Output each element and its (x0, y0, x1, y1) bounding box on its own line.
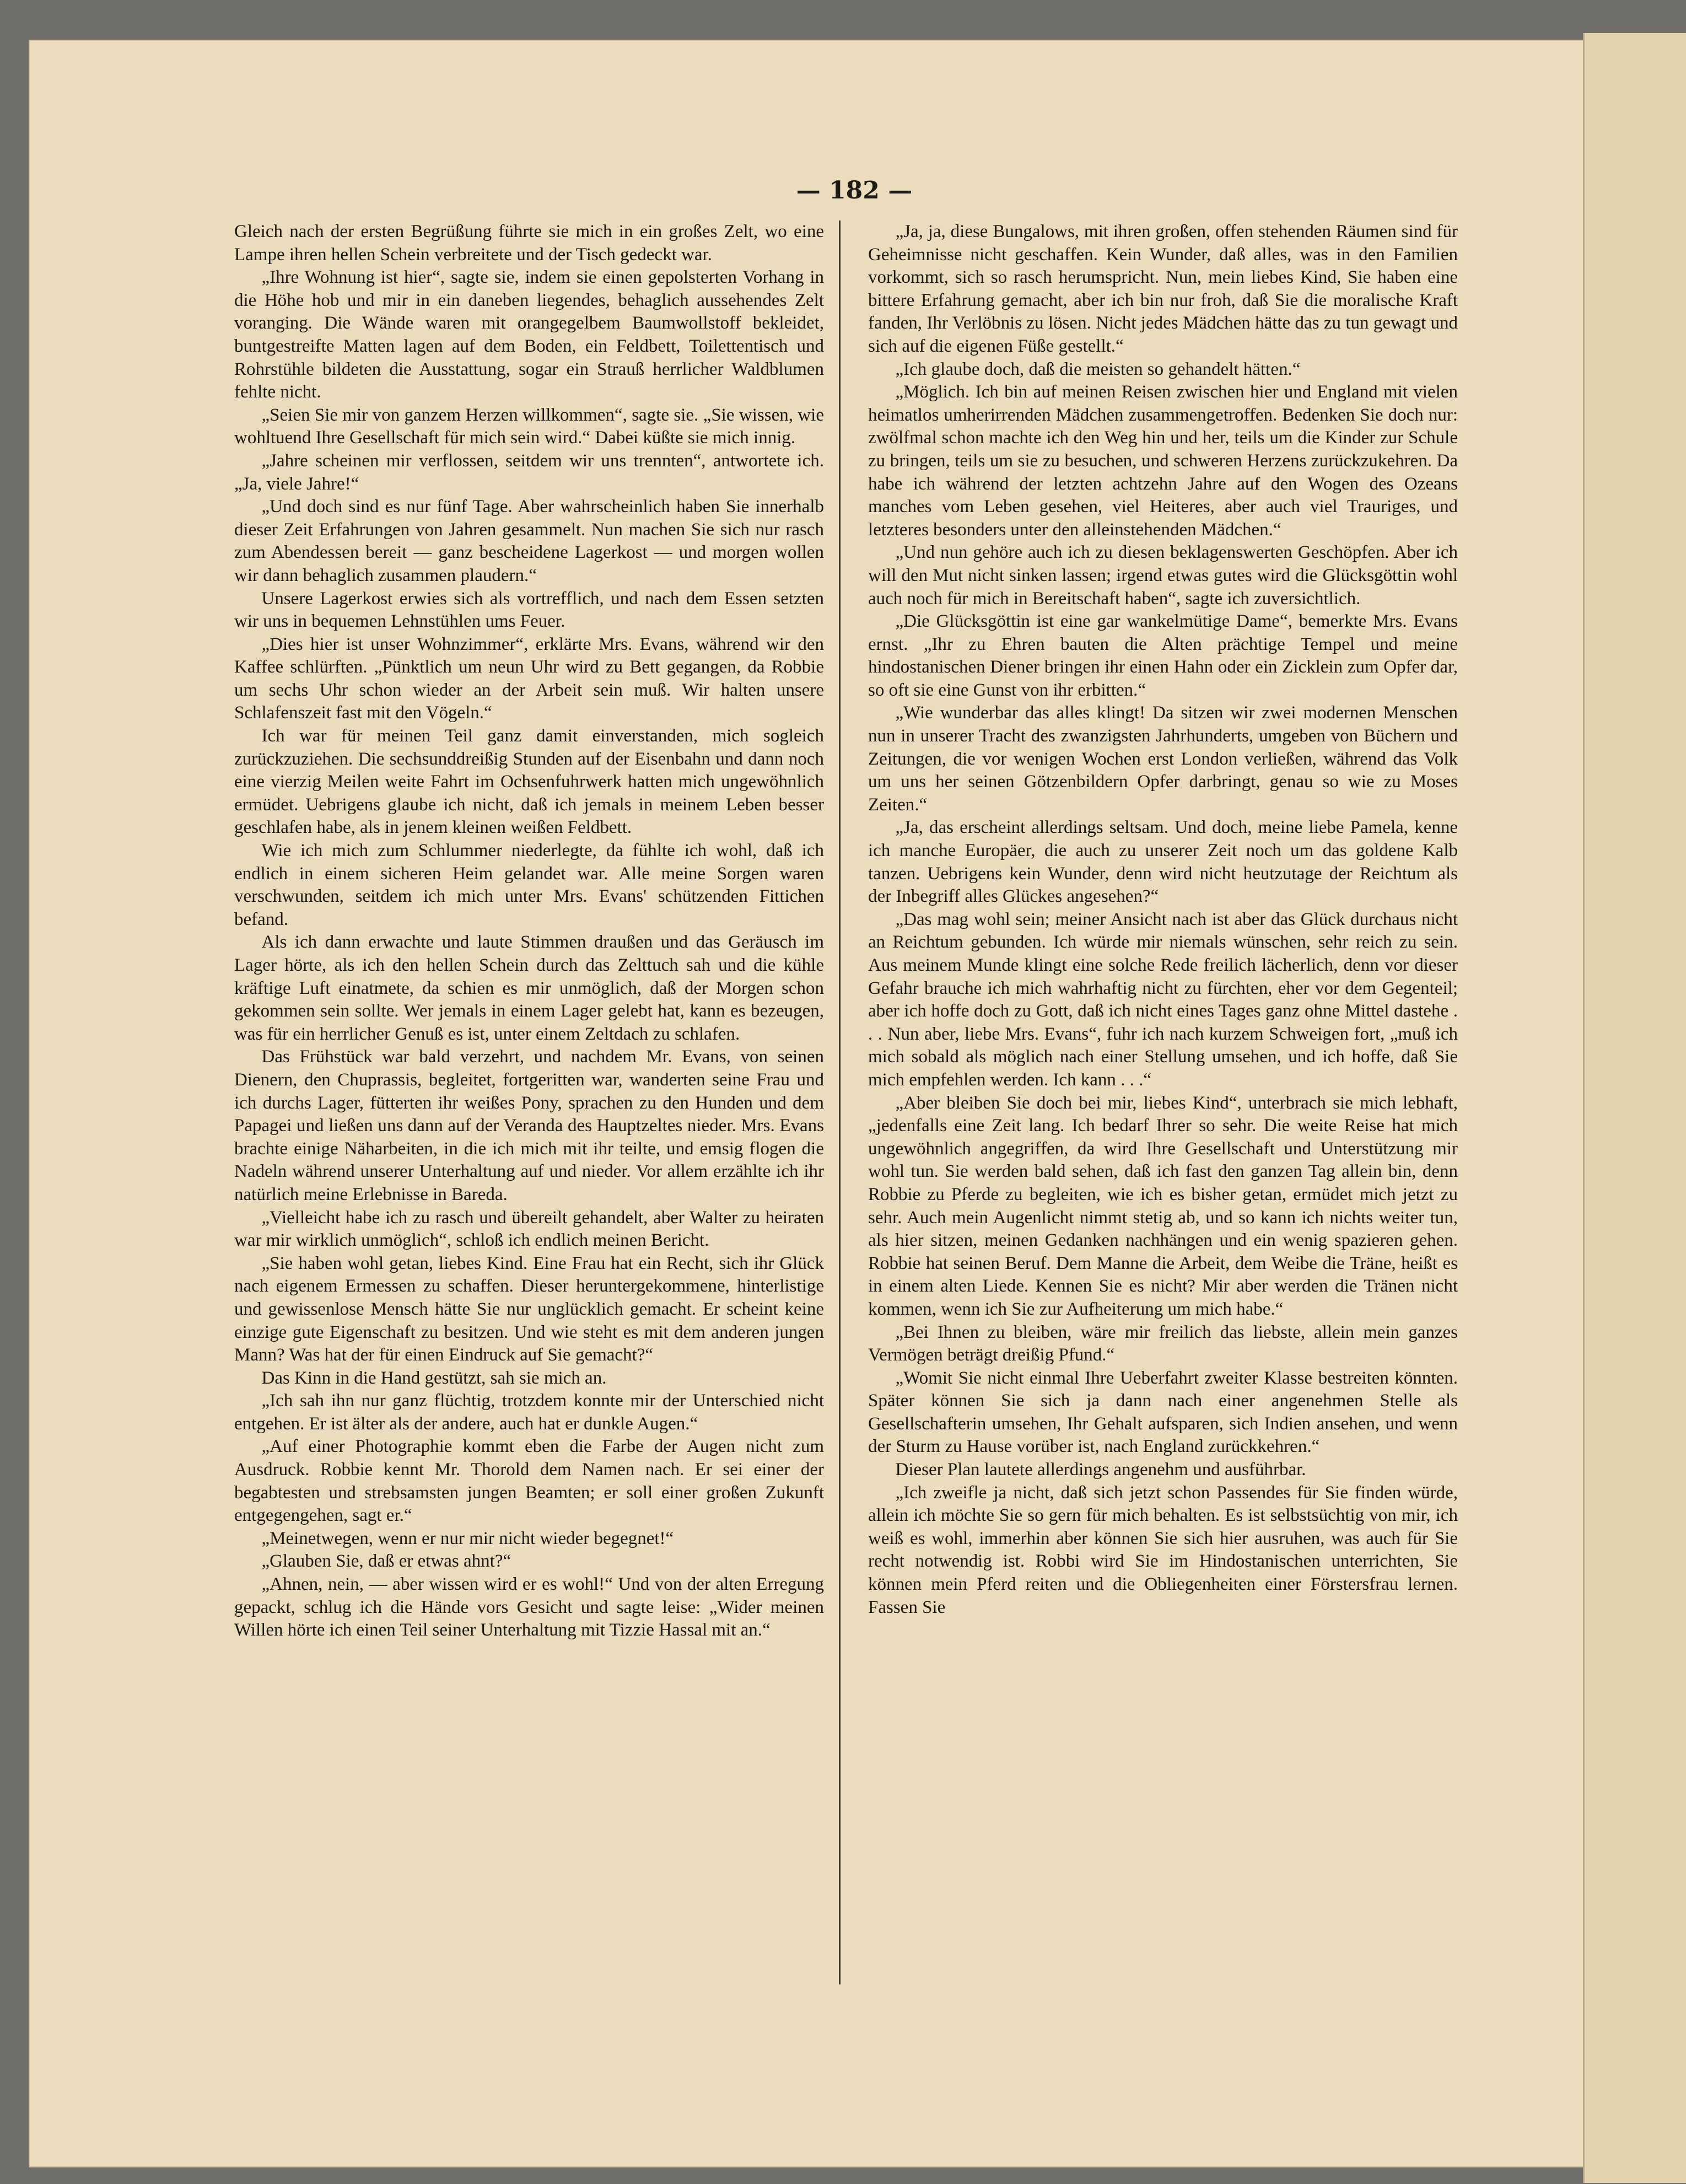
paragraph: „Wie wunderbar das alles klingt! Da sitzen wir zwei modernen Menschen nun in unserer Tracht des zwanzigsten Jahrhunderts, umgeben von Büchern und Zeitungen, die vor wenigen Wochen erst London verließen, während das Volk um uns her seinen Götzenbildern Opfer darbringt, genau so wie zu Moses Zeiten.“ (868, 703, 1458, 815)
paragraph: „Ihre Wohnung ist hier“, sagte sie, indem sie einen gepolsterten Vorhang in die Höhe hob und mir in ein daneben liegendes, behaglich aussehendes Zelt voranging. Die Wände waren mit orangegelbem Baumwollstoff bekleidet, buntgestreifte Matten lagen auf dem Boden, ein Feldbett, Toilettentisch und Rohrstühle bildeten die Ausstattung, sogar ein Strauß herrlicher Waldblumen fehlte nicht. (234, 267, 824, 402)
page-number: — 182 — (796, 176, 913, 205)
paragraph: „Sie haben wohl getan, liebes Kind. Eine Frau hat ein Recht, sich ihr Glück nach eigenem Ermessen zu schaffen. Dieser heruntergekommene, hinterlistige und gewissenlose Mensch hätte Sie nur unglücklich gemacht. Er scheint keine einzige gute Eigenschaft zu besitzen. Und wie steht es mit dem anderen jungen Mann? Was hat der für einen Eindruck auf Sie gemacht?“ (234, 1253, 824, 1365)
paragraph: „Meinetwegen, wenn er nur mir nicht wieder begegnet!“ (261, 1528, 674, 1548)
paragraph: Gleich nach der ersten Begrüßung führte sie mich in ein großes Zelt, wo eine Lampe ihren hellen Schein verbreitete und der Tisch gedeckt war. (234, 222, 824, 265)
paragraph: „Seien Sie mir von ganzem Herzen willkommen“, sagte sie. „Sie wissen, wie wohltuend Ihre Gesellschaft für mich sein wird.“ Dabei küßte sie mich innig. (234, 405, 824, 448)
paragraph: „Ich glaube doch, daß die meisten so gehandelt hätten.“ (895, 359, 1301, 379)
paragraph: Wie ich mich zum Schlummer niederlegte, da fühlte ich wohl, daß ich endlich in einem sicheren Heim gelandet war. Alle meine Sorgen waren verschwunden, seitdem ich mich unter Mrs. Evans' schützenden Fittichen befand. (234, 841, 824, 929)
column-divider (839, 220, 841, 1984)
paragraph: „Dies hier ist unser Wohnzimmer“, erklärte Mrs. Evans, während wir den Kaffee schlürften. „Pünktlich um neun Uhr wird zu Bett gegangen, da Robbie um sechs Uhr schon wieder an der Arbeit sein muß. Wir halten unsere Schlafenszeit fast mit den Vögeln.“ (234, 634, 824, 723)
paragraph: „Das mag wohl sein; meiner Ansicht nach ist aber das Glück durchaus nicht an Reichtum gebunden. Ich würde mir niemals wünschen, sehr reich zu sein. Aus meinem Munde klingt eine solche Rede freilich lächerlich, denn vor dieser Gefahr brauche ich mich wahrhaftig nicht zu fürchten, eher vor dem Gegenteil; aber ich hoffe doch zu Gott, daß ich nicht eines Tages ganz ohne Mittel dastehe . . . Nun aber, liebe Mrs. Evans“, fuhr ich nach kurzem Schweigen fort, „muß ich mich sobald als möglich nach einer Stellung umsehen, und ich hoffe, daß Sie mich empfehlen werden. Ich kann . . .“ (868, 909, 1458, 1090)
paragraph: „Ja, das erscheint allerdings seltsam. Und doch, meine liebe Pamela, kenne ich manche Europäer, die auch zu unserer Zeit noch um das goldene Kalb tanzen. Uebrigens kein Wunder, denn wird nicht heutzutage der Reichtum als der Inbegriff alles Glückes angesehen?“ (868, 817, 1458, 907)
paragraph: „Auf einer Photographie kommt eben die Farbe der Augen nicht zum Ausdruck. Robbie kennt Mr. Thorold dem Namen nach. Er sei einer der begabtesten und strebsamsten jungen Beamten; er soll einer großen Zukunft entgegengehen, sagt er.“ (234, 1437, 824, 1526)
paragraph: „Ahnen, nein, — aber wissen wird er es wohl!“ Und von der alten Erregung gepackt, schlug ich die Hände vors Gesicht und sagte leise: „Wider meinen Willen hörte ich einen Teil seiner Unterhaltung mit Tizzie Hassal mit an.“ (234, 1574, 824, 1640)
paragraph: „Und nun gehöre auch ich zu diesen beklagenswerten Geschöpfen. Aber ich will den Mut nicht sinken lassen; irgend etwas gutes wird die Glücksgöttin wohl auch noch für mich in Bereitschaft haben“, sagte ich zuversichtlich. (868, 542, 1458, 609)
paragraph: „Vielleicht habe ich zu rasch und übereilt gehandelt, aber Walter zu heiraten war mir wirklich unmöglich“, schloß ich endlich meinen Bericht. (234, 1207, 824, 1251)
paragraph: Das Frühstück war bald verzehrt, und nachdem Mr. Evans, von seinen Dienern, den Chuprassis, begleitet, fortgeritten war, wanderten seine Frau und ich durchs Lager, fütterten ihr weißes Pony, sprachen zu den Hunden und dem Papagei und ließen uns dann auf der Veranda des Hauptzeltes nieder. Mrs. Evans brachte einige Näharbeiten, in die ich mich mit ihr teilte, und emsig flogen die Nadeln während unserer Unterhaltung auf und nieder. Vor allem erzählte ich ihr natürlich meine Erlebnisse in Bareda. (234, 1047, 824, 1204)
right-column (868, 220, 1458, 2001)
paragraph: Als ich dann erwachte und laute Stimmen draußen und das Geräusch im Lager hörte, als ich den hellen Schein durch das Zelttuch sah und die kühle kräftige Luft einatmete, da schien es mir unmöglich, daß der Morgen schon gekommen sein sollte. Wer jemals in einem Lager gelebt hat, kann es bezeugen, was für ein herrlicher Genuß es ist, unter einem Zeltdach zu schlafen. (234, 932, 824, 1044)
adjacent-page-edge (1583, 33, 1686, 2183)
paragraph: „Jahre scheinen mir verflossen, seitdem wir uns trennten“, antwortete ich. „Ja, viele Jahre!“ (234, 450, 824, 494)
paragraph: „Womit Sie nicht einmal Ihre Ueberfahrt zweiter Klasse bestreiten könnten. Später können Sie sich ja dann nach einer angenehmen Stelle als Gesellschafterin umsehen, Ihr Gehalt aufsparen, sich Indien ansehen, und wenn der Sturm zu Hause vorüber ist, nach England zurückkehren.“ (868, 1368, 1458, 1457)
paragraph: „Ich sah ihn nur ganz flüchtig, trotzdem konnte mir der Unterschied nicht entgehen. Er ist älter als der andere, auch hat er dunkle Augen.“ (234, 1391, 824, 1434)
paragraph: „Die Glücksgöttin ist eine gar wankelmütige Dame“, bemerkte Mrs. Evans ernst. „Ihr zu Ehren bauten die Alten prächtige Tempel und meine hindostanischen Diener bringen ihr einen Hahn oder ein Zicklein zum Opfer dar, so oft sie eine Gunst von ihr erbitten.“ (868, 611, 1458, 700)
paragraph: „Bei Ihnen zu bleiben, wäre mir freilich das liebste, allein mein ganzes Vermögen beträgt dreißig Pfund.“ (868, 1322, 1458, 1365)
paragraph: „Aber bleiben Sie doch bei mir, liebes Kind“, unterbrach sie mich lebhaft, „jedenfalls eine Zeit lang. Ich bedarf Ihrer so sehr. Die weite Reise hat mich ungewöhnlich angegriffen, da wird Ihre Gesellschaft und Unterstützung mir wohl tun. Sie werden bald sehen, daß ich fast den ganzen Tag allein bin, denn Robbie zu Pferde zu begleiten, wie ich es bisher getan, ermüdet mich jetzt zu sehr. Auch mein Augenlicht nimmt stetig ab, und so kann ich nichts weiter tun, als hier sitzen, meinen Gedanken nachhängen und ein wenig spazieren gehen. Robbie hat seinen Beruf. Dem Manne die Arbeit, dem Weibe die Träne, heißt es in einem alten Liede. Kennen Sie es nicht? Mir aber werden die Tränen nicht kommen, wenn ich Sie zur Aufheiterung um mich habe.“ (868, 1093, 1458, 1319)
paragraph: Unsere Lagerkost erwies sich als vortrefflich, und nach dem Essen setzten wir uns in bequemen Lehnstühlen ums Feuer. (234, 588, 824, 632)
paragraph: Das Kinn in die Hand gestützt, sah sie mich an. (261, 1368, 607, 1388)
paragraph: „Glauben Sie, daß er etwas ahnt?“ (261, 1551, 511, 1572)
paragraph: „Und doch sind es nur fünf Tage. Aber wahrscheinlich haben Sie innerhalb dieser Zeit Erfahrungen von Jahren gesammelt. Nun machen Sie sich nur rasch zum Abendessen bereit — ganz bescheidene Lagerkost — und morgen wollen wir dann behaglich zusammen plaudern.“ (234, 497, 824, 585)
paragraph: Dieser Plan lautete allerdings angenehm und ausführbar. (895, 1460, 1306, 1480)
paragraph: „Möglich. Ich bin auf meinen Reisen zwischen hier und England mit vielen heimatlos umherirrenden Mädchen zusammengetroffen. Bedenken Sie doch nur: zwölfmal schon machte ich den Weg hin und her, teils um die Kinder zur Schule zu bringen, teils um sie zu besuchen, und schweren Herzens zurückzukehren. Da habe ich während der letzten achtzehn Jahre auf den Wogen des Ozeans manches vom Leben gesehen, viel Heiteres, aber auch viel Trauriges, und letzteres besonders unter den alleinstehenden Mädchen.“ (868, 382, 1458, 540)
left-column (234, 220, 824, 2001)
paragraph: „Ja, ja, diese Bungalows, mit ihren großen, offen stehenden Räumen sind für Geheimnisse nicht geschaffen. Kein Wunder, daß alles, was in den Familien vorkommt, sich so rasch herumspricht. Nun, mein liebes Kind, Sie haben eine bittere Erfahrung gemacht, aber ich bin nur froh, daß Sie die moralische Kraft fanden, Ihr Verlöbnis zu lösen. Nicht jedes Mädchen hätte das zu tun gewagt und sich auf die eigenen Füße gestellt.“ (868, 222, 1458, 356)
paragraph: „Ich zweifle ja nicht, daß sich jetzt schon Passendes für Sie finden würde, allein ich möchte Sie so gern für mich behalten. Es ist selbstsüchtig von mir, ich weiß es wohl, immerhin aber können Sie sich hier ausruhen, was auch für Sie recht notwendig ist. Robbi wird Sie im Hindostanischen unterrichten, Sie können mein Pferd reiten und die Obliegenheiten einer Förstersfrau lernen. Fassen Sie (868, 1482, 1458, 1617)
paragraph: Ich war für meinen Teil ganz damit einverstanden, mich sogleich zurückzuziehen. Die sechsunddreißig Stunden auf der Eisenbahn und dann noch eine vierzig Meilen weite Fahrt im Ochsenfuhrwerk hatten mich ungewöhnlich ermüdet. Uebrigens glaube ich nicht, daß ich jemals in meinem Leben besser geschlafen habe, als in jenem kleinen weißen Feldbett. (234, 726, 824, 838)
